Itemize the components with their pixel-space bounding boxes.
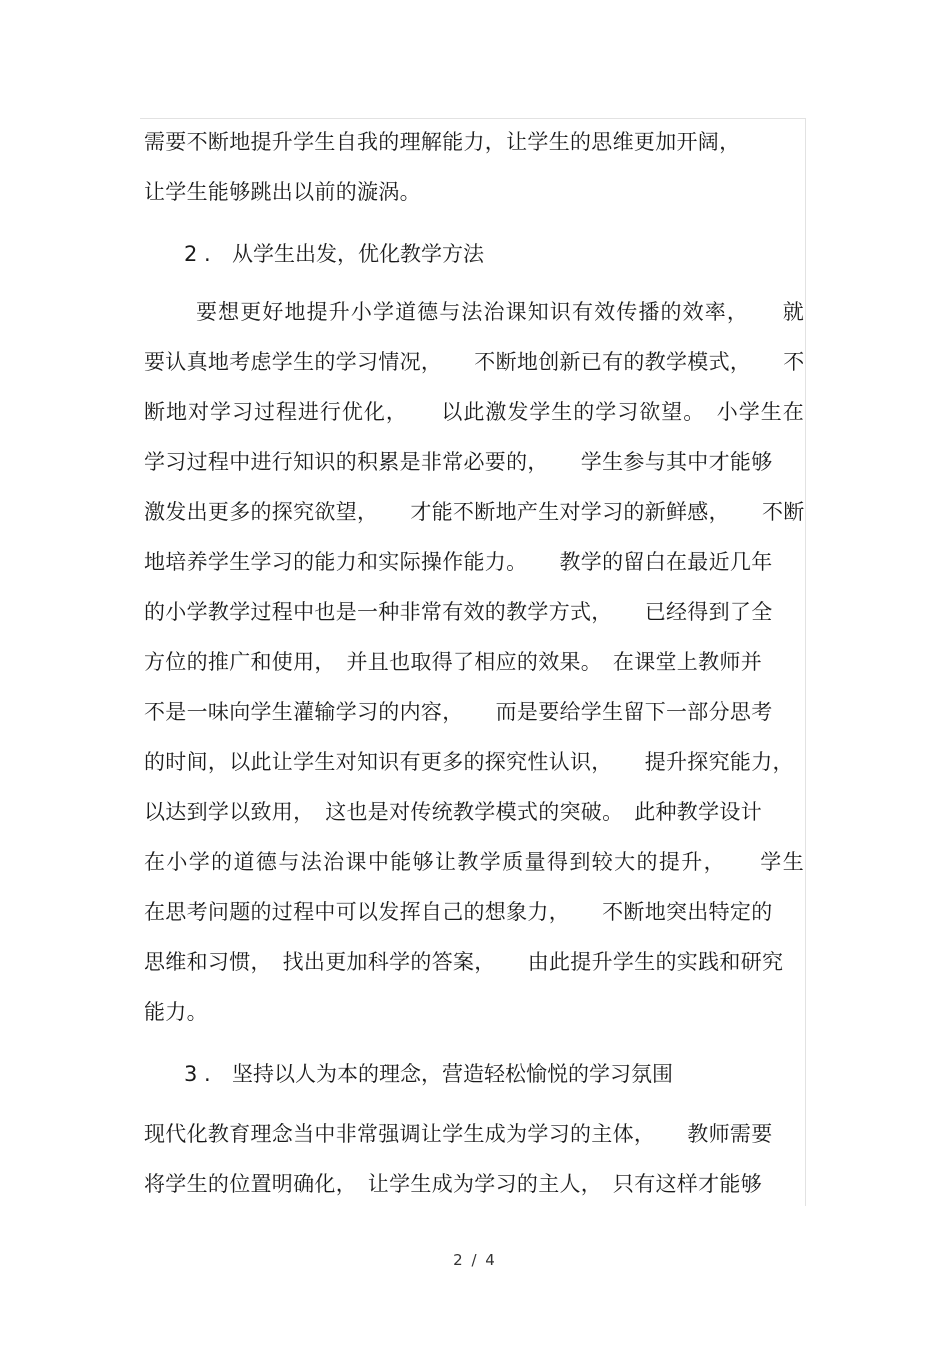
text-line: 以达到学以致用， 这也是对传统教学模式的突破。 此种教学设计 (144, 800, 762, 824)
text-line: 不是一味向学生灌输学习的内容， 而是要给学生留下一部分思考 (144, 700, 773, 724)
text-line: 让学生能够跳出以前的漩涡。 (144, 180, 421, 204)
text-line: 在小学的道德与法治课中能够让教学质量得到较大的提升， 学生 (144, 850, 804, 874)
text-line: 的时间，以此让学生对知识有更多的探究性认识， 提升探究能力， (144, 750, 794, 774)
text-line: 方位的推广和使用， 并且也取得了相应的效果。 在课堂上教师并 (144, 650, 762, 674)
text-line: 在思考问题的过程中可以发挥自己的想象力， 不断地突出特定的 (144, 900, 773, 924)
text-line: 能力。 (144, 1000, 208, 1024)
text-line: 将学生的位置明确化， 让学生成为学习的主人， 只有这样才能够 (144, 1172, 762, 1196)
text-line: 的小学教学过程中也是一种非常有效的教学方式， 已经得到了全 (144, 600, 773, 624)
text-line: 断地对学习过程进行优化， 以此激发学生的学习欲望。 小学生在 (144, 400, 804, 424)
page-number: 2 / 4 (453, 1251, 497, 1269)
section-title: 从学生出发，优化教学方法 (232, 242, 484, 266)
section-heading-3 (184, 1060, 673, 1088)
text-line: 要想更好地提升小学道德与法治课知识有效传播的效率， 就 (196, 300, 804, 324)
text-line: 激发出更多的探究欲望， 才能不断地产生对学习的新鲜感， 不断 (144, 500, 805, 524)
section-title: 坚持以人为本的理念，营造轻松愉悦的学习氛围 (232, 1062, 673, 1086)
text-line: 地培养学生学习的能力和实际操作能力。 教学的留白在最近几年 (144, 550, 773, 574)
section-number: 3 . (184, 1062, 211, 1086)
text-line: 学习过程中进行知识的积累是非常必要的， 学生参与其中才能够 (144, 450, 773, 474)
text-line: 现代化教育理念当中非常强调让学生成为学习的主体， 教师需要 (144, 1122, 773, 1146)
section-heading-2 (184, 240, 484, 268)
text-line: 要认真地考虑学生的学习情况， 不断地创新已有的教学模式， 不 (144, 350, 805, 374)
text-line: 需要不断地提升学生自我的理解能力，让学生的思维更加开阔， (144, 130, 741, 154)
text-line: 思维和习惯， 找出更加科学的答案， 由此提升学生的实践和研究 (144, 950, 784, 974)
section-number: 2 . (184, 242, 211, 266)
